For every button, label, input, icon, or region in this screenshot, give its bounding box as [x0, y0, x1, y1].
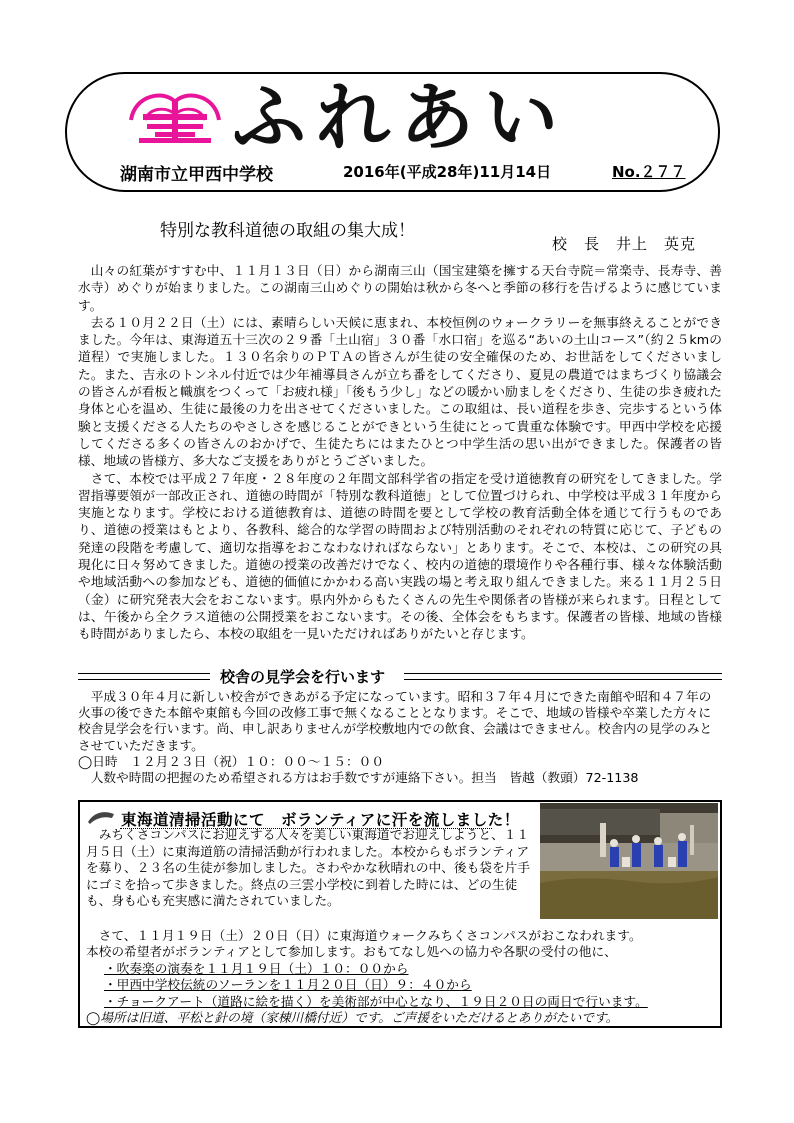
volunteer-line: 本校の希望者がボランティアとして参加します。おもてなし処への協力や各駅の受付の他に、 — [86, 944, 617, 960]
issue-number: No.２７７ — [612, 163, 686, 181]
article-paragraph: 去る１０月２２日（土）には、素晴らしい天候に恵まれ、本校恒例のウォークラリーを無事終えることができました。今年は、東海道五十三次の２９番「土山宿」３０番「水口宿」を巡る“あいの土山コース”（約２５kmの道程）で実施しました。１３０名余りのＰＴＡの皆さんが生徒の安全確保のため、お世話をしてくださいました。また、吉永のトンネル付近では少年補導員さんが立ち番をしてくださり、夏見の農道ではまちづくり協議会の皆さんが看板と幟旗をつくって「お疲れ様」「後もう少し」などの暖かい励ましをくださり、生徒の歩き疲れた身体と心を温め、生徒に最後の力を出させてくださいました。この取組は、長い道程を歩き、完歩するという体験と支援くださる人たちのやさしさを感じることができという生徒にとって貴重な体験です。甲西中学校を応援してくださる多くの皆さんのおかげで、生徒たちにはまたひとつ中学生活の思い出ができました。保護者の皆様、地域の皆様方、多大なご支援をありがとうございました。 — [78, 314, 722, 469]
volunteer-bullet: ・吹奏楽の演奏を１１月１９日（土）１０：００から — [104, 960, 409, 976]
volunteer-bullet: ・甲西中学校伝統のソーランを１１月２０日（日）９：４０から — [104, 977, 472, 993]
issue-date: 2016年(平成28年)11月14日 — [343, 163, 552, 181]
tour-schedule: ◯日時 １２月２３日（祝）１０：００～１５：００ — [78, 753, 385, 769]
volunteer-intro — [86, 827, 536, 910]
section-divider — [78, 673, 210, 680]
article-author: 校 長 井上 英克 — [552, 235, 697, 253]
tour-section — [78, 689, 722, 786]
volunteer-bullet: ・チョークアート（道路に絵を描く）を美術部が中心となり、１９日２０日の両日で行います。 — [104, 993, 648, 1009]
volunteer-footer-note: ◯場所は旧道、平松と針の境（家棟川橋付近）です。ご声援をいただけるとありがたいです。 — [86, 1010, 619, 1026]
volunteer-paragraph: みちくさコンパスにお迎えする人々を美しい東海道でお迎えしようと、１１月５日（土）に東海道筋の清掃活動が行われました。本校からもボランティアを募り、２３名の生徒が参加しました。さわやかな秋晴れの中、後も袋を片手にゴミを拾って歩きました。終点の三雲小学校に到着した時には、どの生徒も、身も心も充実感に満たされていました。 — [86, 827, 531, 909]
tour-paragraph: 平成３０年４月に新しい校舎ができあがる予定になっています。昭和３７年４月にできた南館や昭和４７年の火事の後できた本館や東館も今回の改修工事で無くなることとなります。そこで、地域の皆様や卒業した方々に校舎見学会を行います。尚、申し訳ありませんが学校敷地内での飲食、会議はできません。校舎内の見学のみとさせていただきます。 — [78, 689, 713, 753]
section-divider — [404, 673, 722, 680]
volunteer-title: 東海道清掃活動にて ボランティアに汗を流しました！ — [121, 811, 520, 829]
school-name: 湖南市立甲西中学校 — [120, 165, 273, 185]
newsletter-title: ふれあい — [232, 75, 568, 161]
tour-section-title: 校舎の見学会を行います — [214, 666, 391, 687]
volunteer-line: さて、１１月１９日（土）２０日（日）に東海道ウォークみちくさコンパスがおこなわれます。 — [98, 928, 642, 943]
tour-contact: 人数や時間の把握のため希望される方はお手数ですが連絡下さい。担当 皆越（教頭）72-1138 — [90, 770, 639, 786]
principal-article — [78, 262, 722, 643]
article-paragraph: さて、本校では平成２７年度・２８年度の２年間文部科学省の指定を受け道徳教育の研究をしてきました。学習指導要領が一部改正され、道徳の時間が「特別な教科道徳」として位置づけられ、中学校は平成３１年度から実施となります。学校における道徳教育は、道徳の時間を要として学校の教育活動全体を通じて行うものであり、道徳の授業はもとより、各教科、総合的な学習の時間および特別活動のそれぞれの特質に応じて、子どもの発達の段階を考慮して、適切な指導をおこなわなければならない」とあります。そこで、本校は、この研究の具現化に日々努めてきました。道徳の授業の改善だけでなく、校内の道徳的環境作りや各種行事、様々な体験活動や地域活動への参加なども、道徳的価値にかかわる高い実践の場と考え取り組んできました。来る１１月２５日（金）に研究発表大会をおこないます。県内外からもたくさんの先生や関係者の皆様が来られます。日程としては、午後から全クラス道徳の公開授業をおこないます。その後、全体会をもちます。保護者の皆様、地域の皆様も時間がありましたら、本校の取組を一見いただければありがたいと存じます。 — [78, 470, 722, 642]
brush-stroke-icon — [86, 808, 116, 826]
article-paragraph: 山々の紅葉がすすむ中、１１月１３日（日）から湖南三山（国宝建築を擁する天台寺院＝常楽寺、長寿寺、善水寺）めぐりが始まりました。この湖南三山めぐりの開始は秋から冬へと季節の移行を告げるように感じています。 — [78, 263, 722, 313]
volunteer-details — [86, 928, 716, 1026]
cleanup-photo — [540, 803, 718, 919]
school-logo-icon — [125, 86, 225, 146]
article-headline: 特別な教科道徳の取組の集大成！ — [160, 221, 415, 241]
